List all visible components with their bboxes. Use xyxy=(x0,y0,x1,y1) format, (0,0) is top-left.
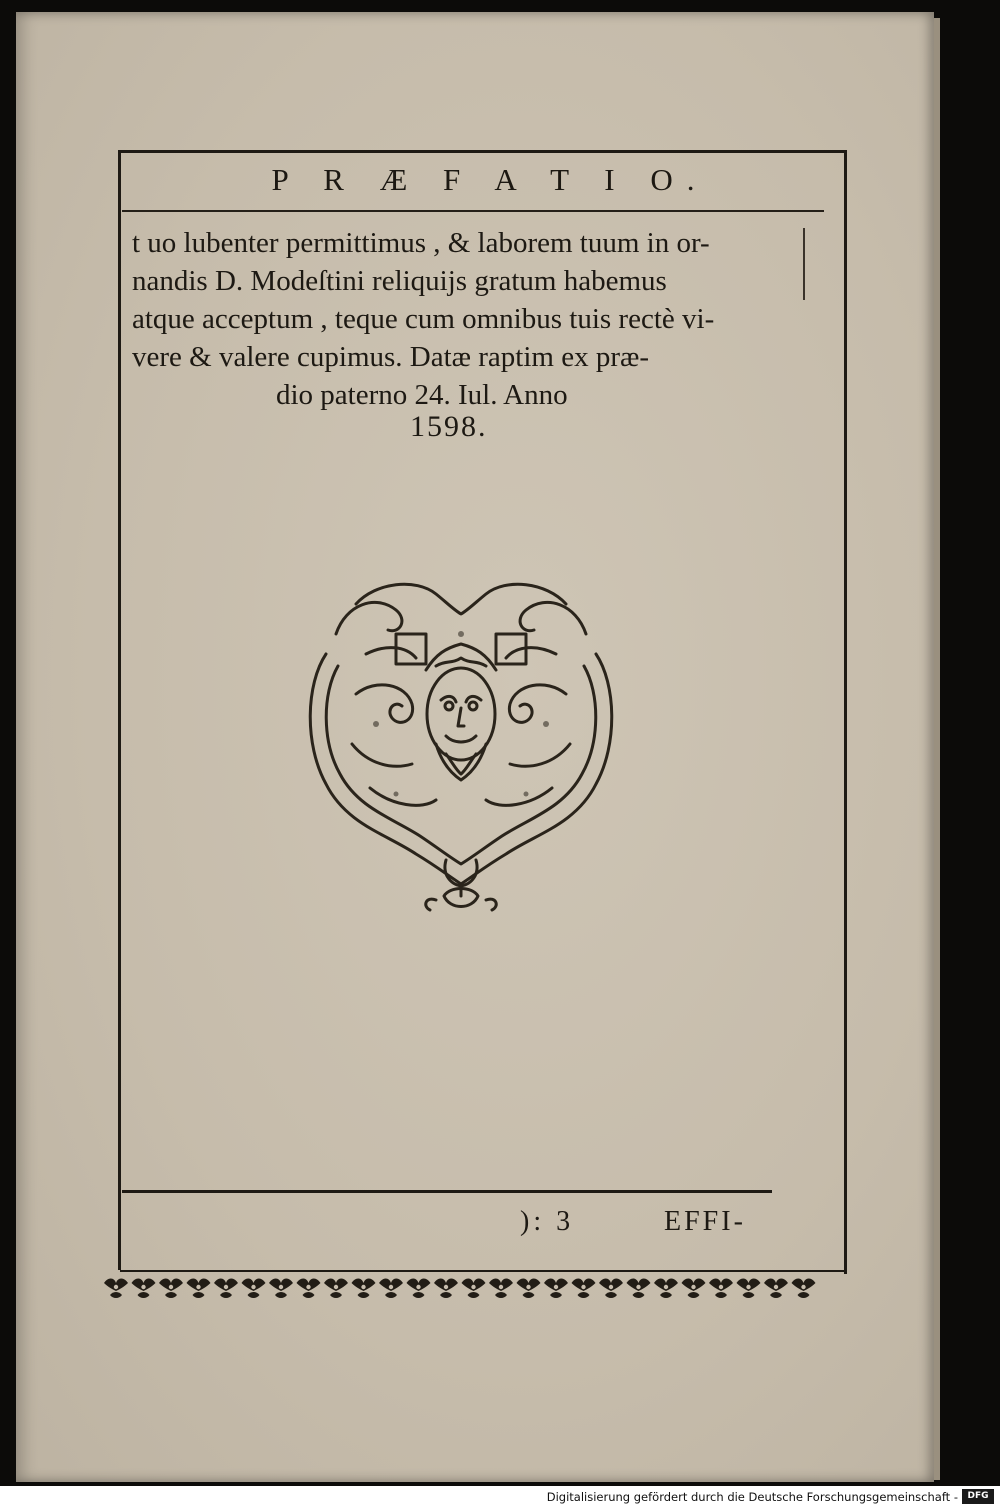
fleuron-icon xyxy=(489,1279,513,1299)
text-line: nandis D. Modeſtini reliquijs gratum habemus xyxy=(132,265,667,297)
fleuron-icon xyxy=(682,1279,706,1299)
fleuron-icon xyxy=(324,1279,348,1299)
fleuron-icon xyxy=(792,1279,816,1299)
fleuron-icon xyxy=(572,1279,596,1299)
fleuron-icon xyxy=(599,1279,623,1299)
page-edge xyxy=(934,18,940,1480)
fleuron-icon xyxy=(462,1279,486,1299)
year-line: 1598. xyxy=(410,410,488,443)
fleuron-border-ornament xyxy=(100,1268,830,1304)
fleuron-icon xyxy=(764,1279,788,1299)
text-line: dio paterno 24. Iul. Anno xyxy=(276,379,568,411)
fleuron-icon xyxy=(737,1279,761,1299)
fleuron-icon xyxy=(407,1279,431,1299)
fleuron-icon xyxy=(104,1279,128,1299)
catchword: EFFI- xyxy=(664,1206,746,1237)
body-text xyxy=(128,224,818,414)
text-line: atque acceptum , teque cum omnibus tuis rectè vi- xyxy=(132,303,715,335)
fleuron-icon xyxy=(379,1279,403,1299)
fleuron-icon xyxy=(517,1279,541,1299)
fleuron-icon xyxy=(159,1279,183,1299)
header-rule xyxy=(122,210,824,212)
fleuron-icon xyxy=(242,1279,266,1299)
frame-rule-left xyxy=(118,150,121,1270)
frame-rule-right xyxy=(844,152,847,1274)
fleuron-icon xyxy=(544,1279,568,1299)
woodcut-mascaron-ornament xyxy=(296,574,626,918)
fleuron-icon xyxy=(132,1279,156,1299)
fleuron-icon xyxy=(269,1279,293,1299)
fleuron-icon xyxy=(434,1279,458,1299)
fleuron-icon xyxy=(297,1279,321,1299)
footer-rule xyxy=(122,1190,772,1193)
running-head: P R Æ F A T I O. xyxy=(271,162,709,197)
fleuron-icon xyxy=(214,1279,238,1299)
text-line: t uo lubenter permittimus , & laborem tuum in or- xyxy=(132,227,710,259)
dfg-logo-icon: DFG xyxy=(962,1489,994,1504)
footer-credit: Digitalisierung gefördert durch die Deutsche Forschungsgemeinschaft - xyxy=(546,1490,958,1504)
text-line: vere & valere cupimus. Datæ raptim ex præ- xyxy=(132,341,650,373)
fleuron-icon xyxy=(352,1279,376,1299)
fleuron-icon xyxy=(627,1279,651,1299)
signature-mark: ): 3 xyxy=(520,1206,575,1237)
fleuron-icon xyxy=(187,1279,211,1299)
fleuron-icon xyxy=(654,1279,678,1299)
frame-rule-top xyxy=(118,150,847,153)
fleuron-icon xyxy=(709,1279,733,1299)
